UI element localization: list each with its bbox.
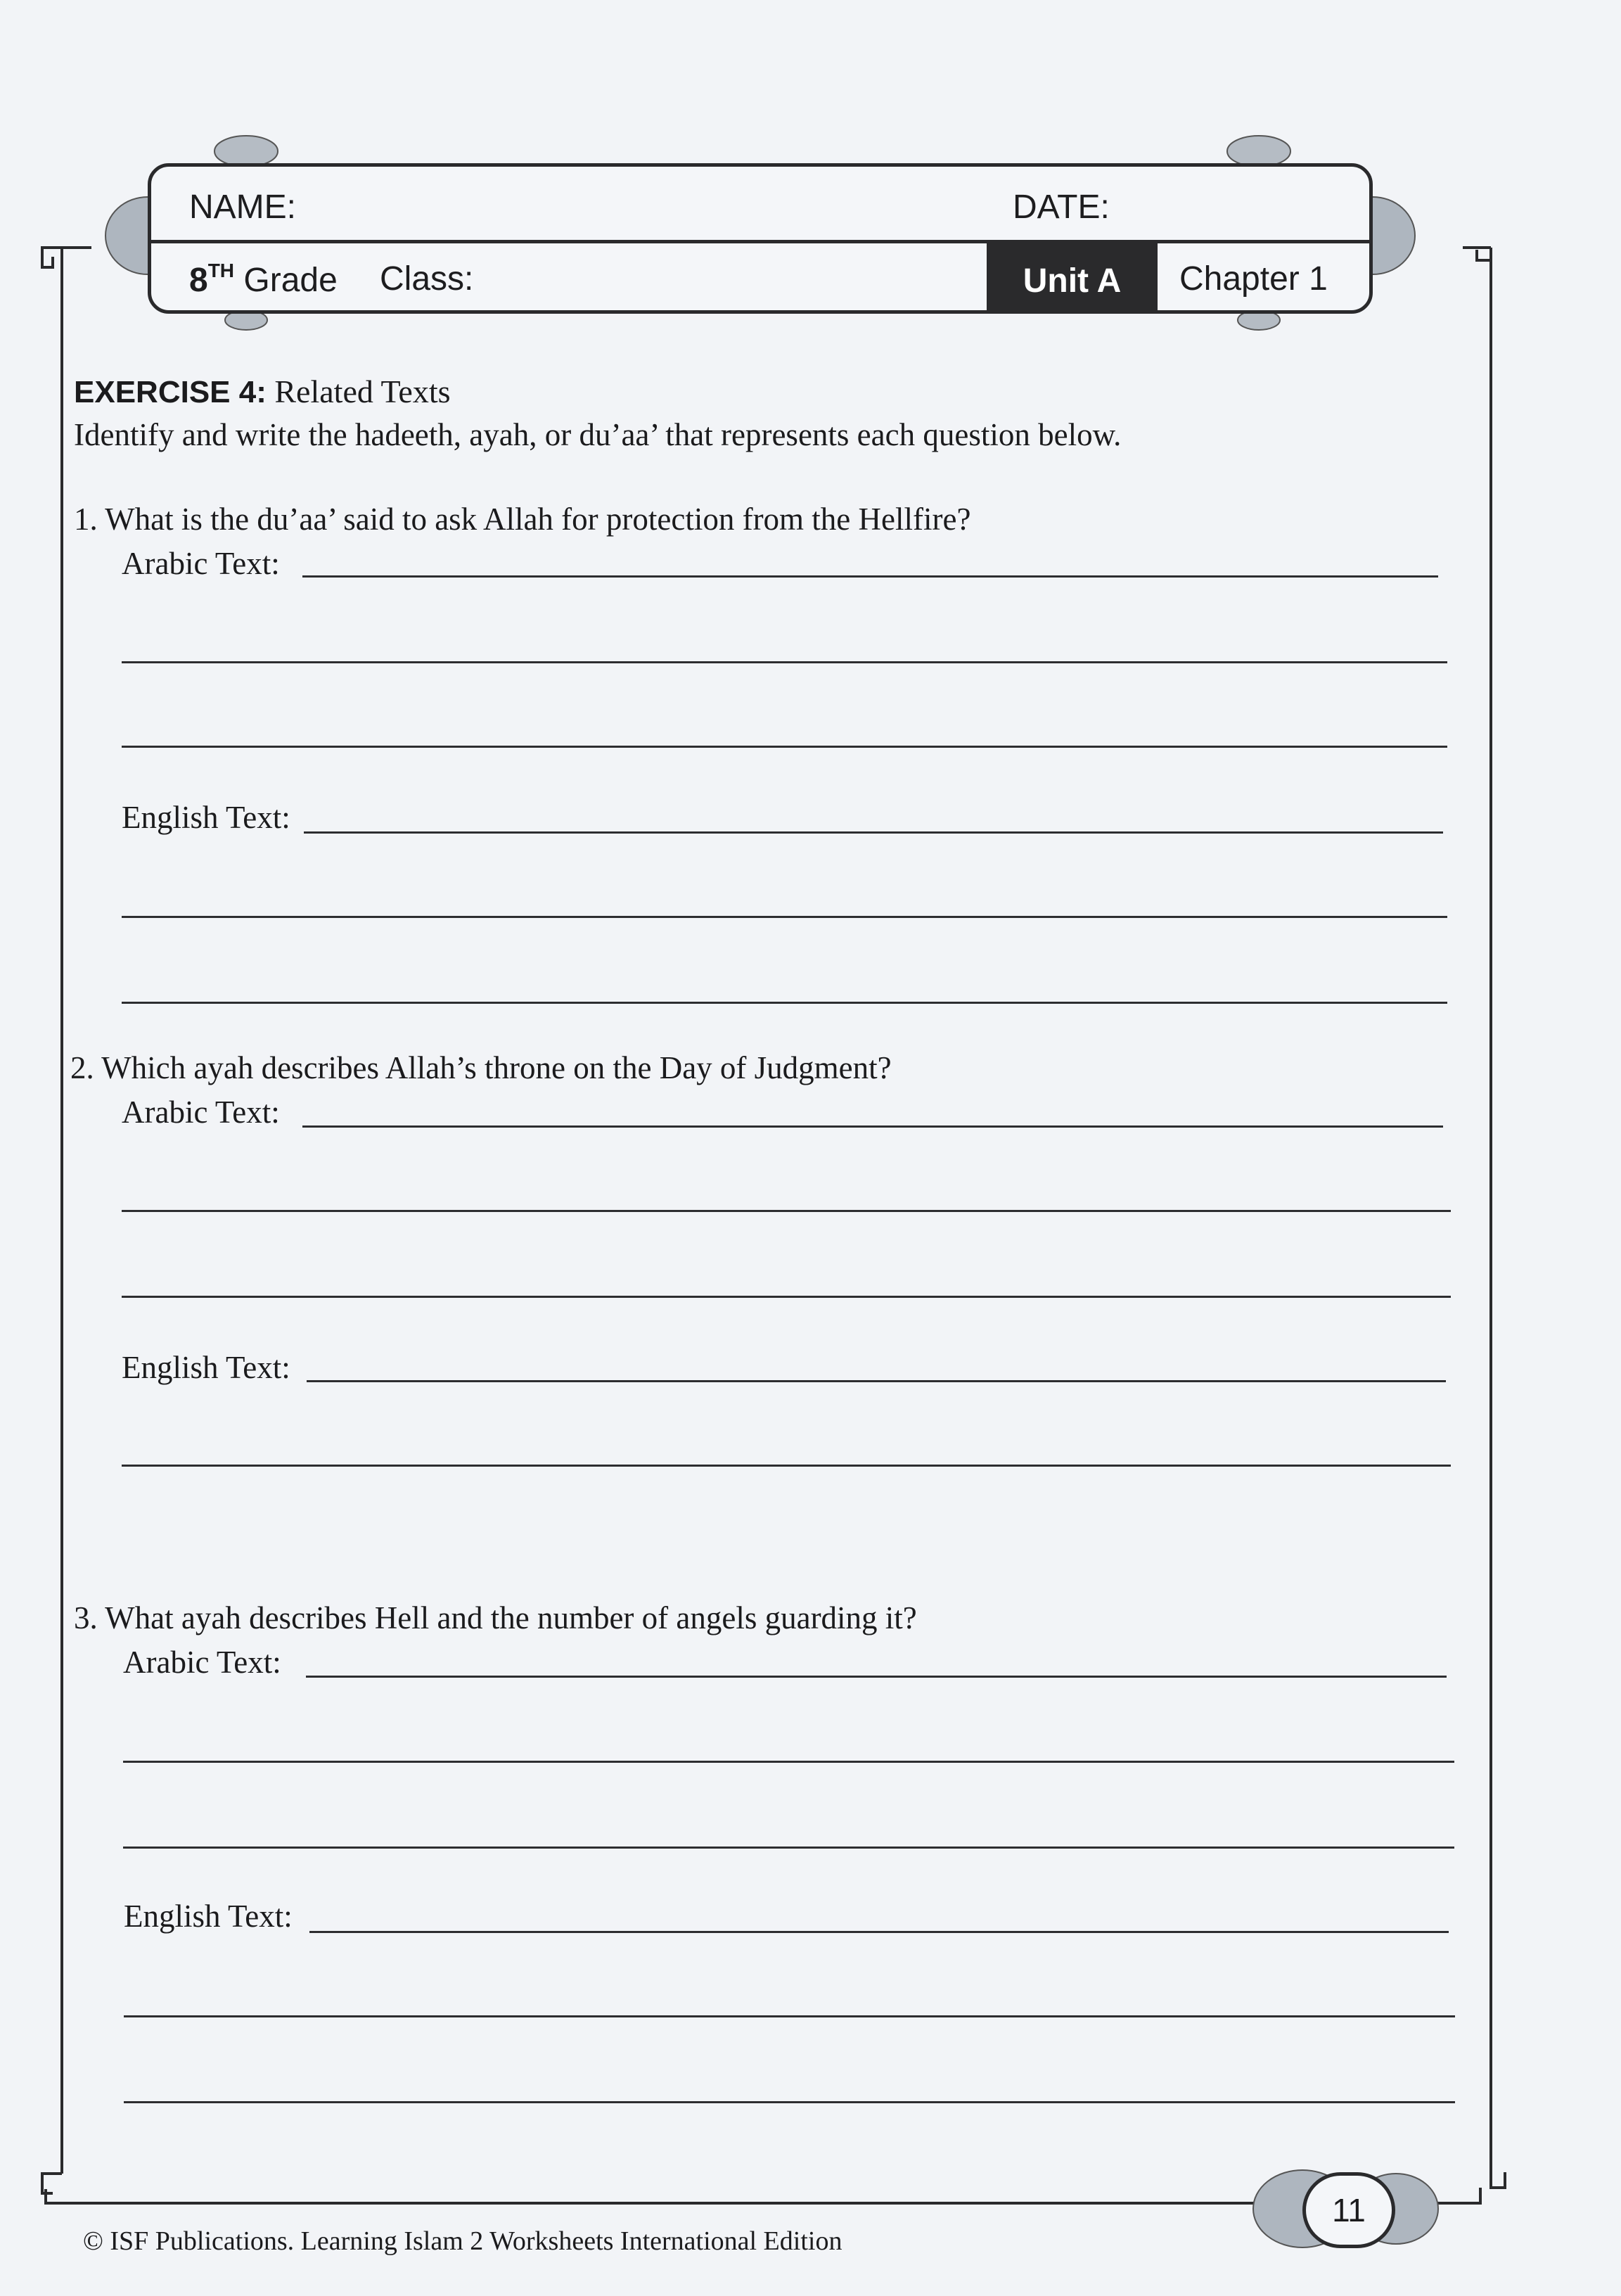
answer-line[interactable] (123, 1761, 1454, 1763)
unit-badge: Unit A (987, 242, 1158, 314)
exercise-heading (74, 373, 451, 410)
grade-number: 8 (189, 262, 208, 299)
answer-line[interactable] (122, 1296, 1451, 1298)
header-divider (151, 240, 1369, 243)
answer-line[interactable] (309, 1931, 1449, 1933)
footer-copyright: © ISF Publications. Learning Islam 2 Worksheets International Edition (83, 2226, 842, 2256)
answer-line[interactable] (307, 1380, 1446, 1382)
answer-line[interactable] (302, 575, 1438, 578)
answer-line[interactable] (124, 2101, 1455, 2103)
answer-line[interactable] (122, 746, 1447, 748)
question-prompt: 3. What ayah describes Hell and the number of angels guarding it? (74, 1600, 917, 1635)
answer-line[interactable] (124, 2015, 1455, 2017)
question-prompt: 2. Which ayah describes Allah’s throne on the Day of Judgment? (70, 1050, 892, 1085)
english-text-label: English Text: (124, 1899, 293, 1934)
answer-line[interactable] (122, 1465, 1451, 1467)
question-prompt: 1. What is the du’aa’ said to ask Allah for protection from the Hellfire? (74, 502, 971, 537)
grade-word: Grade (243, 262, 338, 299)
arabic-text-label: Arabic Text: (123, 1645, 281, 1680)
answer-line[interactable] (304, 831, 1443, 834)
name-label: NAME: (189, 189, 297, 226)
grade-label (189, 260, 338, 300)
english-text-label: English Text: (122, 800, 290, 835)
answer-line[interactable] (123, 1847, 1454, 1849)
answer-line[interactable] (122, 1210, 1451, 1212)
date-label: DATE: (1013, 189, 1110, 226)
exercise-title: Related Texts (274, 374, 451, 409)
answer-line[interactable] (122, 661, 1447, 663)
header-box (148, 163, 1373, 314)
chapter-label: Chapter 1 (1179, 260, 1328, 298)
arabic-text-label: Arabic Text: (122, 1095, 280, 1130)
exercise-number: EXERCISE 4: (74, 375, 267, 409)
class-label: Class: (380, 260, 474, 298)
answer-line[interactable] (122, 1002, 1447, 1004)
answer-line[interactable] (122, 916, 1447, 918)
page-number: 11 (1302, 2172, 1395, 2248)
answer-line[interactable] (302, 1125, 1443, 1128)
exercise-instruction: Identify and write the hadeeth, ayah, or du’aa’ that represents each question below. (74, 417, 1122, 452)
answer-line[interactable] (306, 1676, 1447, 1678)
english-text-label: English Text: (122, 1350, 290, 1385)
grade-suffix: TH (207, 260, 235, 281)
arabic-text-label: Arabic Text: (122, 546, 280, 581)
